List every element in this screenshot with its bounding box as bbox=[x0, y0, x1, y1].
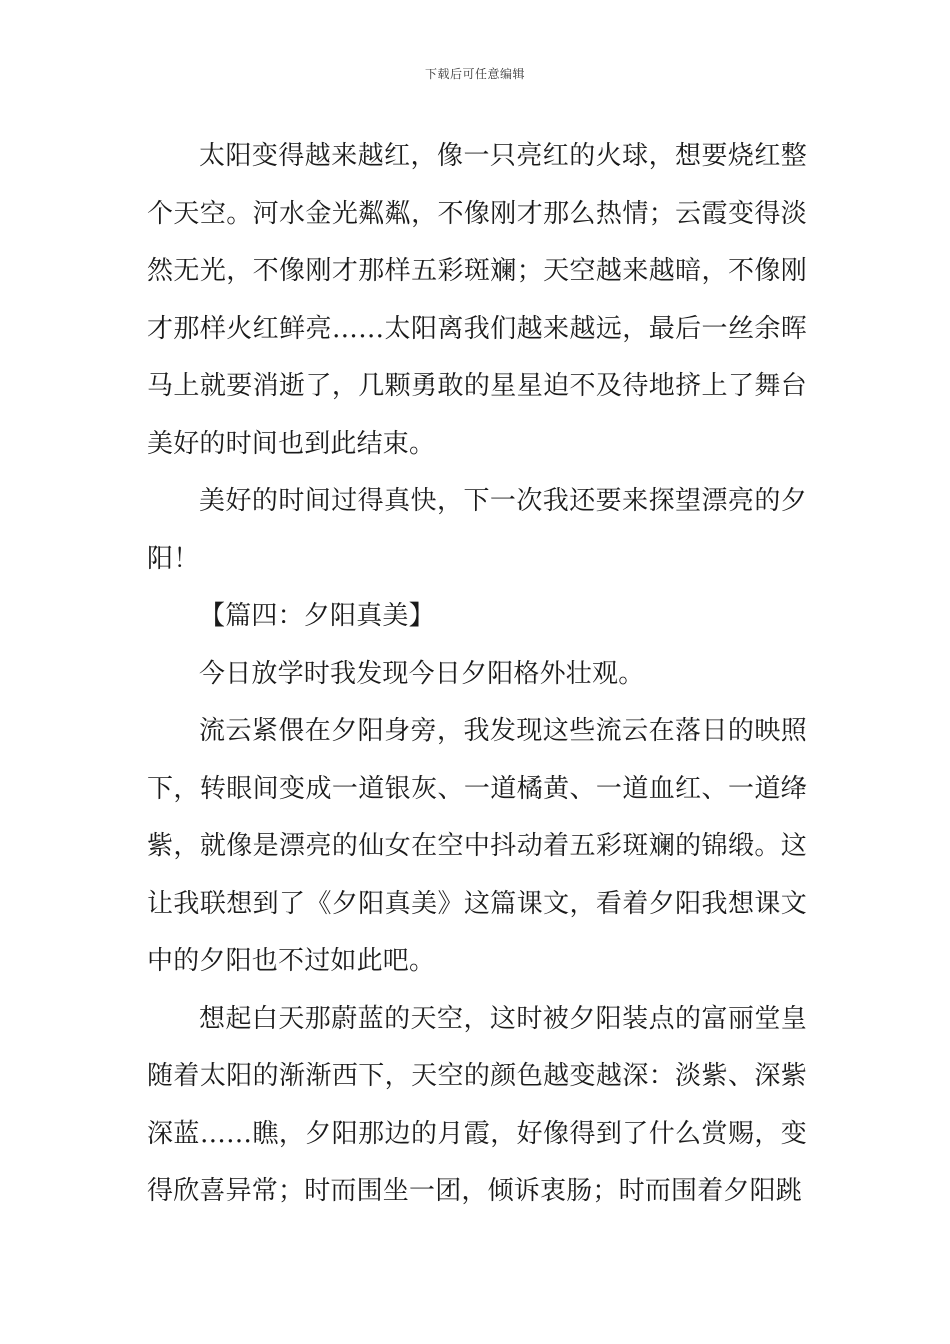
paragraph-sky-colors bbox=[147, 991, 807, 1221]
text-line: 让我联想到了《夕阳真美》这篇课文，看着夕阳我想课文 bbox=[147, 888, 807, 919]
text-line: 紫，就像是漂亮的仙女在空中抖动着五彩斑斓的锦缎。这 bbox=[147, 831, 807, 861]
text-line: 想起白天那蔚蓝的天空，这时被夕阳装点的富丽堂皇 bbox=[199, 1003, 807, 1034]
document-body bbox=[147, 128, 807, 1221]
text-line: 今日放学时我发现今日夕阳格外壮观。 bbox=[199, 658, 645, 689]
text-line: 个天空。河水金光粼粼，不像刚才那么热情；云霞变得淡 bbox=[147, 198, 807, 229]
text-line: 马上就要消逝了，几颗勇敢的星星迫不及待地挤上了舞台 bbox=[147, 371, 807, 401]
text-line: 才那样火红鲜亮……太阳离我们越来越远，最后一丝余晖 bbox=[147, 313, 807, 344]
paragraph-sunset-description bbox=[147, 128, 807, 473]
paragraph-intro bbox=[147, 646, 807, 704]
text-line: 深蓝……瞧，夕阳那边的月霞，好像得到了什么赏赐，变 bbox=[147, 1118, 807, 1149]
text-line: 美好的时间也到此结束。 bbox=[147, 428, 436, 459]
page-header: 下载后可任意编辑 bbox=[424, 67, 525, 81]
text-line: 下，转眼间变成一道银灰、一道橘黄、一道血红、一道绛 bbox=[147, 773, 807, 804]
text-line: 美好的时间过得真快，下一次我还要来探望漂亮的夕 bbox=[199, 486, 807, 516]
text-line: 随着太阳的渐渐西下，天空的颜色越变越深：淡紫、深紫 bbox=[147, 1061, 807, 1091]
text-line: 然无光，不像刚才那样五彩斑斓；天空越来越暗，不像刚 bbox=[147, 256, 807, 286]
paragraph-closing bbox=[147, 473, 807, 588]
text-line: 得欣喜异常；时而围坐一团，倾诉衷肠；时而围着夕阳跳 bbox=[147, 1176, 803, 1206]
text-line: 太阳变得越来越红，像一只亮红的火球，想要烧红整 bbox=[199, 141, 807, 171]
text-line: 中的夕阳也不过如此吧。 bbox=[147, 946, 436, 976]
paragraph-clouds bbox=[147, 703, 807, 991]
text-line: 流云紧偎在夕阳身旁，我发现这些流云在落日的映照 bbox=[199, 716, 807, 746]
section-heading bbox=[147, 588, 807, 646]
text-line: 阳！ bbox=[147, 543, 200, 574]
text-line: 【篇四：夕阳真美】 bbox=[199, 601, 435, 631]
